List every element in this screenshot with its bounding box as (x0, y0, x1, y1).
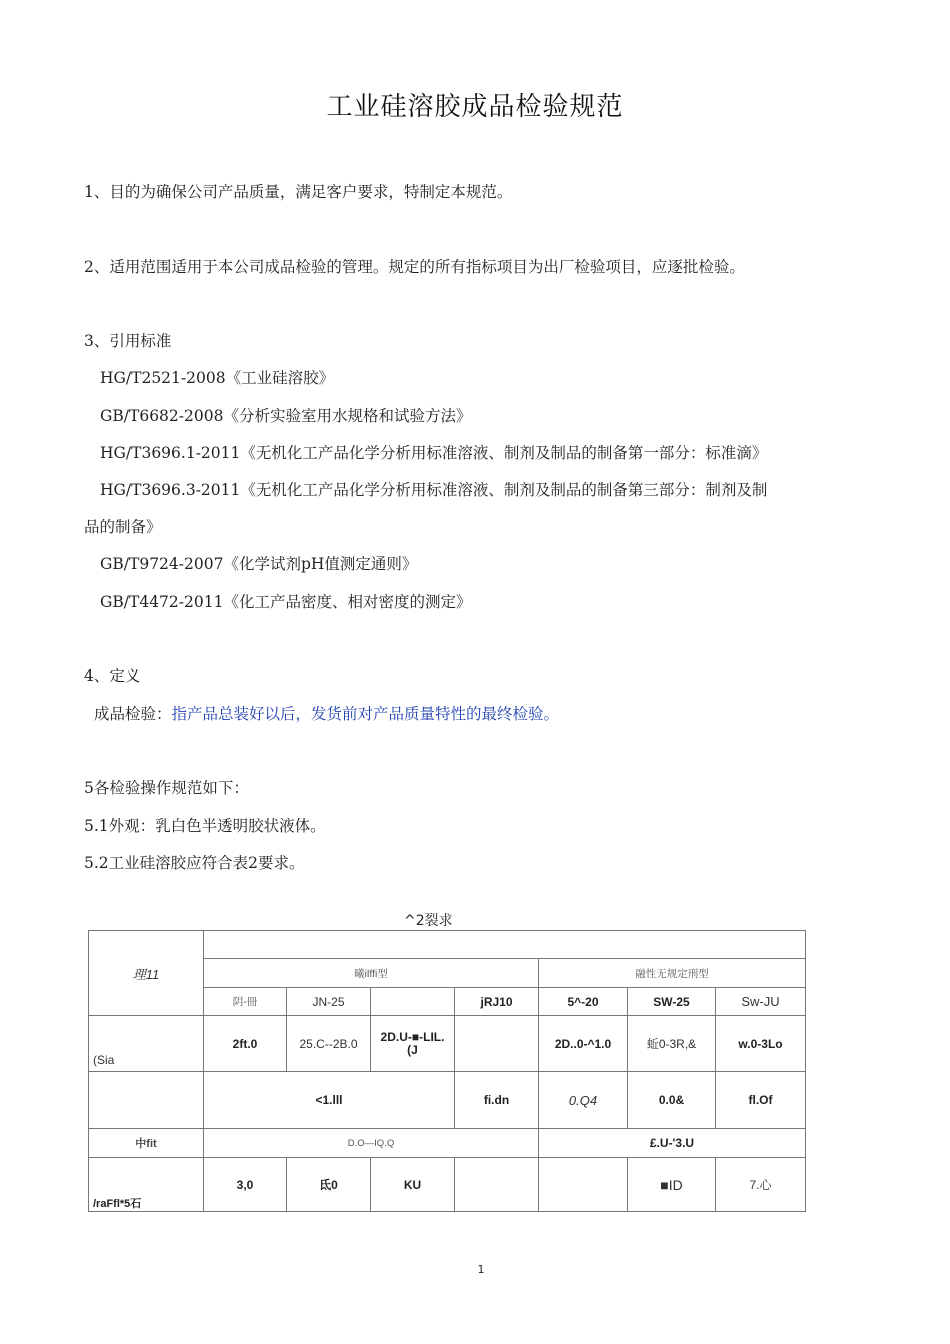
row-label: (Sia (89, 1016, 204, 1072)
row-label: /raFfl*5石 (89, 1158, 204, 1212)
column-header: 5^-20 (539, 988, 628, 1016)
table-row (89, 1016, 806, 1072)
table-cell: 蚯0-3R,& (628, 1016, 716, 1072)
reference-item: HG/T3696.3-2011《无机化工产品化学分析用标准溶液、制剂及制品的制备第三部分：制剂及制 (100, 481, 768, 499)
section-5-1: 5.1外观：乳白色半透明胶状液体。 (84, 817, 326, 835)
row-label (89, 1072, 204, 1129)
table-cell: KU (371, 1158, 455, 1212)
section-5-heading: 5各检验操作规范如下： (84, 779, 249, 797)
table-cell (455, 1158, 539, 1212)
table-cell: £.U-'3.U (539, 1129, 806, 1158)
column-header: JN-25 (287, 988, 371, 1016)
table-row (89, 931, 806, 959)
table-cell: 7.心 (716, 1158, 806, 1212)
definition-line (94, 702, 559, 724)
column-header: SW-25 (628, 988, 716, 1016)
table-cell: fl.Of (716, 1072, 806, 1129)
table-cell: 2D.U-■-LIL. (J (371, 1016, 455, 1072)
group-header: 融性无规定刑型 (539, 959, 806, 988)
section-4-heading: 4、定义 (84, 667, 141, 685)
page-number: 1 (477, 1263, 485, 1276)
table-cell: fi.dn (455, 1072, 539, 1129)
table-cell: 氐0 (287, 1158, 371, 1212)
column-header: jRJ10 (455, 988, 539, 1016)
table-cell: D.O—IQ.Q (204, 1129, 539, 1158)
reference-item-continued: 品的制备》 (84, 518, 162, 536)
reference-item: HG/T3696.1-2011《无机化工产品化学分析用标准溶液、制剂及制品的制备第一部分：标准滴》 (100, 444, 768, 462)
table-cell: 2D..0-^1.0 (539, 1016, 628, 1072)
reference-item: GB/T9724-2007《化学试剂pH值测定通则》 (100, 555, 418, 573)
column-header: Sw-JU (716, 988, 806, 1016)
table-cell: ■ID (628, 1158, 716, 1212)
definition-label: 成品检验： (94, 705, 172, 723)
table-cell: <1.lll (204, 1072, 455, 1129)
reference-item: GB/T6682-2008《分析实验室用水规格和试验方法》 (100, 407, 472, 425)
table-cell: w.0-3Lo (716, 1016, 806, 1072)
table-cell (539, 1158, 628, 1212)
page-title: 工业硅溶胶成品检验规范 (326, 92, 624, 122)
table-row (89, 1072, 806, 1129)
reference-item: GB/T4472-2011《化工产品密度、相对密度的测定》 (100, 593, 472, 611)
table-cell: 0.0& (628, 1072, 716, 1129)
reference-item: HG/T2521-2008《工业硅溶胶》 (100, 369, 335, 387)
group-header: 曦ilffi型 (204, 959, 539, 988)
table-cell: 2ft.0 (204, 1016, 287, 1072)
section-3-heading: 3、引用标准 (84, 332, 172, 350)
column-header: 阴-冊 (204, 988, 287, 1016)
table-cell: 25.C--2B.0 (287, 1016, 371, 1072)
table-row (89, 1129, 806, 1158)
section-2-scope: 2、适用范围适用于本公司成品检验的管理。规定的所有指标项目为出厂检验项目，应逐批检验。 (84, 258, 745, 276)
definition-text: 指产品总装好以后，发货前对产品质量特性的最终检验。 (171, 705, 560, 723)
row-header-cell: 理11 (89, 931, 204, 1016)
section-5-2: 5.2工业硅溶胶应符合表2要求。 (84, 854, 305, 872)
table-cell: 3,0 (204, 1158, 287, 1212)
column-header (371, 988, 455, 1016)
row-label: 中fit (89, 1129, 204, 1158)
spec-table (88, 930, 806, 1212)
table-row (89, 1158, 806, 1212)
table-cell (455, 1016, 539, 1072)
section-1-purpose: 1、目的为确保公司产品质量，满足客户要求，特制定本规范。 (84, 183, 513, 201)
table-cell: 0.Q4 (539, 1072, 628, 1129)
table-blank-cell (204, 931, 806, 959)
table-caption: ^2裂求 (404, 913, 453, 929)
